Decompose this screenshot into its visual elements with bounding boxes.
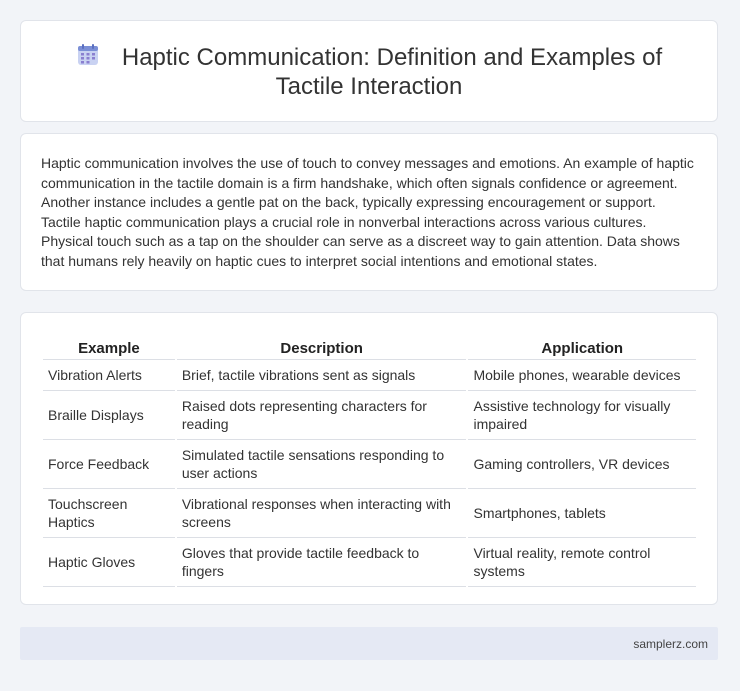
header-application: Application: [468, 334, 696, 360]
cell-application: Assistive technology for visually impaired: [468, 391, 696, 440]
calendar-icon: [76, 43, 100, 67]
table-row: [43, 391, 696, 440]
footer-site-link[interactable]: samplerz.com: [633, 637, 708, 651]
cell-example: Haptic Gloves: [43, 538, 175, 587]
table-row: [43, 360, 696, 391]
footer: [20, 627, 718, 660]
page-title: [21, 43, 717, 101]
cell-description: Vibrational responses when interacting with screens: [177, 489, 467, 538]
cell-application: Virtual reality, remote control systems: [468, 538, 696, 587]
table-row: [43, 489, 696, 538]
cell-description: Brief, tactile vibrations sent as signals: [177, 360, 467, 391]
header-example: Example: [43, 334, 175, 360]
cell-description: Gloves that provide tactile feedback to fingers: [177, 538, 467, 587]
title-line-1: Haptic Communication: Definition and Examples of: [121, 44, 663, 71]
table-row: [43, 440, 696, 489]
header-description: Description: [177, 334, 467, 360]
cell-example: Braille Displays: [43, 391, 175, 440]
cell-application: Mobile phones, wearable devices: [468, 360, 696, 391]
table-row: [43, 538, 696, 587]
intro-paragraph: Haptic communication involves the use of touch to convey messages and emotions. An example of haptic communication in the tactile domain is a firm handshake, which often signals confidence or agreement. Another instance includes a gentle pat on the back, typically expressing encouragement or support. Tactile haptic communication plays a crucial role in nonverbal interactions across various cultures. Physical touch such as a tap on the shoulder can serve as a discreet way to gain attention. Data shows that humans rely heavily on haptic cues to interpret social intentions and emotional states.: [41, 155, 694, 269]
cell-example: Touchscreen Haptics: [43, 489, 175, 538]
table-header-row: [43, 334, 696, 360]
cell-example: Vibration Alerts: [43, 360, 175, 391]
table-card: [20, 312, 718, 605]
examples-table: [41, 334, 698, 587]
title-card: [20, 20, 718, 122]
cell-application: Gaming controllers, VR devices: [468, 440, 696, 489]
cell-example: Force Feedback: [43, 440, 175, 489]
cell-application: Smartphones, tablets: [468, 489, 696, 538]
cell-description: Raised dots representing characters for reading: [177, 391, 467, 440]
title-line-2: Tactile Interaction: [275, 73, 463, 100]
intro-card: [20, 133, 718, 291]
cell-description: Simulated tactile sensations responding to user actions: [177, 440, 467, 489]
